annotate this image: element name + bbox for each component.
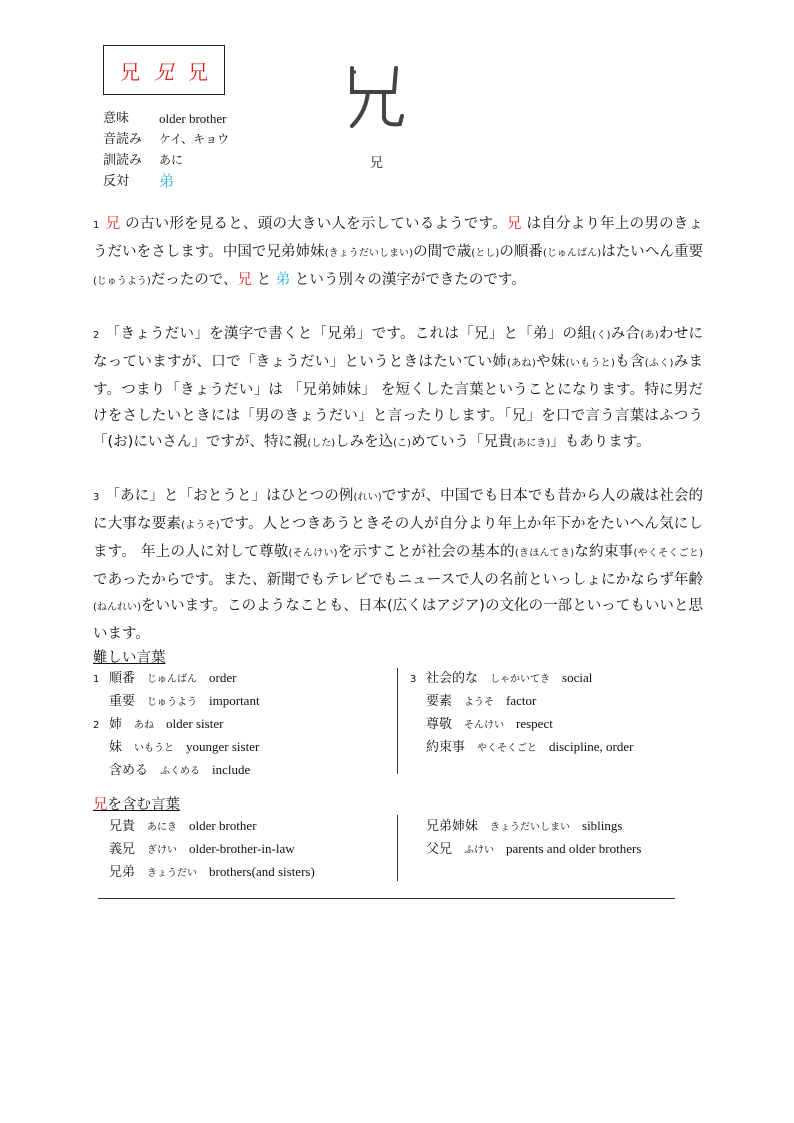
vocab-item: 妹 いもうと younger sister <box>109 739 260 755</box>
on-reading-row <box>103 129 229 150</box>
compound-item: 兄弟姉妹 きょうだいしまい siblings <box>426 818 623 834</box>
meaning-label: 意味 <box>103 111 130 126</box>
kanji-variant-1: 兄 <box>120 59 140 84</box>
vocab-item: 含める ふくめる include <box>109 762 251 778</box>
kanji-variant-3: 兄 <box>188 59 208 84</box>
compound-words-title: 兄を含む言葉 <box>93 797 180 813</box>
kun-reading-row <box>103 150 229 171</box>
antonym-label: 反対 <box>103 174 130 189</box>
vocab-item: 尊敬 そんけい respect <box>426 716 553 732</box>
kanji-variants-box <box>103 45 225 95</box>
vocab-item: 要素 ようそ factor <box>426 693 537 709</box>
compound-divider <box>397 815 398 881</box>
kanji-variant-2: 兄 <box>154 59 174 84</box>
compound-item: 義兄 ぎけい older-brother-in-law <box>109 841 295 857</box>
explanation-paragraphs <box>93 211 703 673</box>
vocab-divider <box>397 668 398 774</box>
paragraph-2: 2 「きょうだい」を漢字で書くと「兄弟」です。これは「兄」と「弟」の組(く)み合(あ)わせになっていますが、口で「きょうだい」というときはたいてい姉(あね)や妹(いもうと)も含(ふく)みます。つまり「きょうだい」は 「兄弟姉妹」 を短くした言葉ということになります。特に男だけをさしたいときには「男のきょうだい」と言ったりします。「兄」を口で言う言葉はふつう「(お)にいさん」ですが、特に親(した)しみを込(こ)めていう「兄貴(あにき)」もあります。 <box>93 326 704 450</box>
vocab-item: 2 姉 あね older sister <box>93 716 224 732</box>
compound-item: 父兄 ふけい parents and older brothers <box>426 841 642 857</box>
ancient-kanji-caption: 兄 <box>370 156 384 171</box>
compound-words-right <box>410 815 641 861</box>
meaning-value: older brother <box>159 111 227 126</box>
vocab-item: 重要 じゅうよう important <box>109 693 260 709</box>
vocab-item: 1 順番 じゅんばん order <box>93 670 237 686</box>
kanji-info <box>103 108 229 192</box>
kun-reading-value: あに <box>159 153 184 167</box>
on-reading-label: 音読み <box>103 132 143 147</box>
on-reading-value: ケイ、キョウ <box>159 132 230 146</box>
difficult-words-title: 難しい言葉 <box>93 650 166 666</box>
kun-reading-label: 訓読み <box>103 153 143 168</box>
ancient-kanji-drawing <box>344 62 406 132</box>
antonym-row <box>103 171 229 192</box>
compound-words-left <box>93 815 315 884</box>
bottom-rule <box>98 898 675 899</box>
meaning-row <box>103 108 229 129</box>
difficult-words-left <box>93 667 260 782</box>
compound-item: 兄貴 あにき older brother <box>109 818 257 834</box>
difficult-words-right <box>410 667 634 759</box>
antonym-value: 弟 <box>159 172 175 190</box>
paragraph-1: 1 兄 の古い形を見ると、頭の大きい人を示しているようです。兄 は自分より年上の男のきょうだいをさします。中国で兄弟姉妹(きょうだいしまい)の間で歳(とし)の順番(じゅんばん)はたいへん重要(じゅうよう)だったので、兄 と 弟 という別々の漢字ができたのです。 <box>93 216 704 288</box>
vocab-item: 3 社会的な しゃかいてき social <box>410 670 593 686</box>
compound-item: 兄弟 きょうだい brothers(and sisters) <box>109 864 315 880</box>
vocab-item: 約束事 やくそくごと discipline, order <box>426 739 634 755</box>
paragraph-3: 3 「あに」と「おとうと」はひとつの例(れい)ですが、中国でも日本でも昔から人の歳は社会的に大事な要素(ようそ)です。人とつきあうときその人が自分より年上か年下かをたいへん気にします。 年上の人に対して尊敬(そんけい)を示すことが社会の基本的(きほんてき)な約束事(やくそくごと)であったからです。また、新聞でもテレビでもニュースで人の名前といっしょにかならず年齢(ねんれい)をいいます。このようなことも、日本(広くはアジア)の文化の一部といってもいいと思います。 <box>93 488 704 642</box>
